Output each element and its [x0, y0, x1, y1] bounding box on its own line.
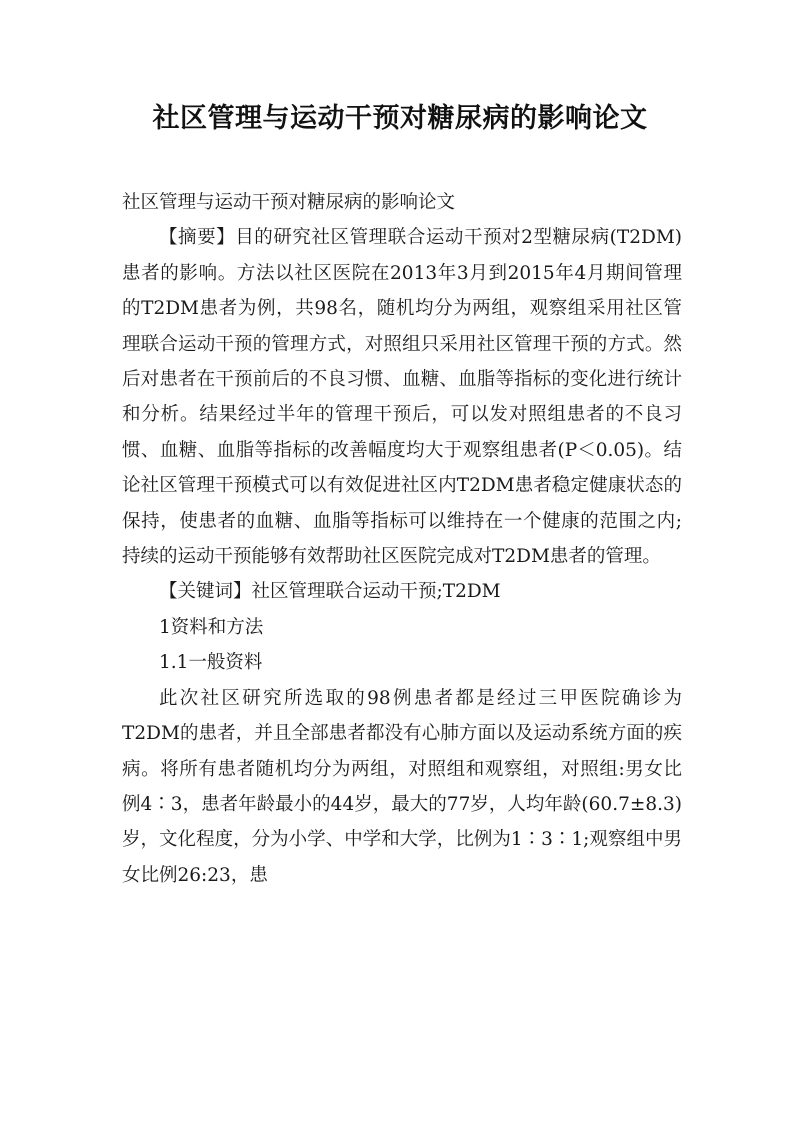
document-body [122, 185, 682, 893]
body-heading-line: 社区管理与运动干预对糖尿病的影响论文 [122, 192, 456, 213]
abstract-paragraph: 【摘要】目的研究社区管理联合运动干预对2型糖尿病(T2DM)患者的影响。方法以社区医院在2013年3月到2015年4月期间管理的T2DM患者为例，共98名，随机均分为两组，观察组采用社区管理联合运动干预的管理方式，对照组只采用社区管理干预的方式。然后对患者在干预前后的不良习惯、血糖、血脂等指标的变化进行统计和分析。结果经过半年的管理干预后，可以发对照组患者的不良习惯、血糖、血脂等指标的改善幅度均大于观察组患者(P＜0.05)。结论社区管理干预模式可以有效促进社区内T2DM患者稳定健康状态的保持，使患者的血糖、血脂等指标可以维持在一个健康的范围之内;持续的运动干预能够有效帮助社区医院完成对T2DM患者的管理。 [122, 227, 682, 568]
keywords-paragraph: 【关键词】社区管理联合运动干预;T2DM [159, 581, 501, 603]
section-heading: 1资料和方法 [159, 616, 264, 638]
subsection-heading: 1.1一般资料 [159, 652, 263, 674]
general-data-paragraph: 此次社区研究所选取的98例患者都是经过三甲医院确诊为T2DM的患者，并且全部患者都没有心肺方面以及运动系统方面的疾病。将所有患者随机均分为两组，对照组和观察组，对照组:男女比例4∶3，患者年龄最小的44岁，最大的77岁，人均年龄(60.7±8.3)岁，文化程度，分为小学、中学和大学，比例为1∶3∶1;观察组中男女比例26:23，患 [122, 687, 682, 886]
document-title: 社区管理与运动干预对糖尿病的影响论文 [152, 103, 648, 134]
